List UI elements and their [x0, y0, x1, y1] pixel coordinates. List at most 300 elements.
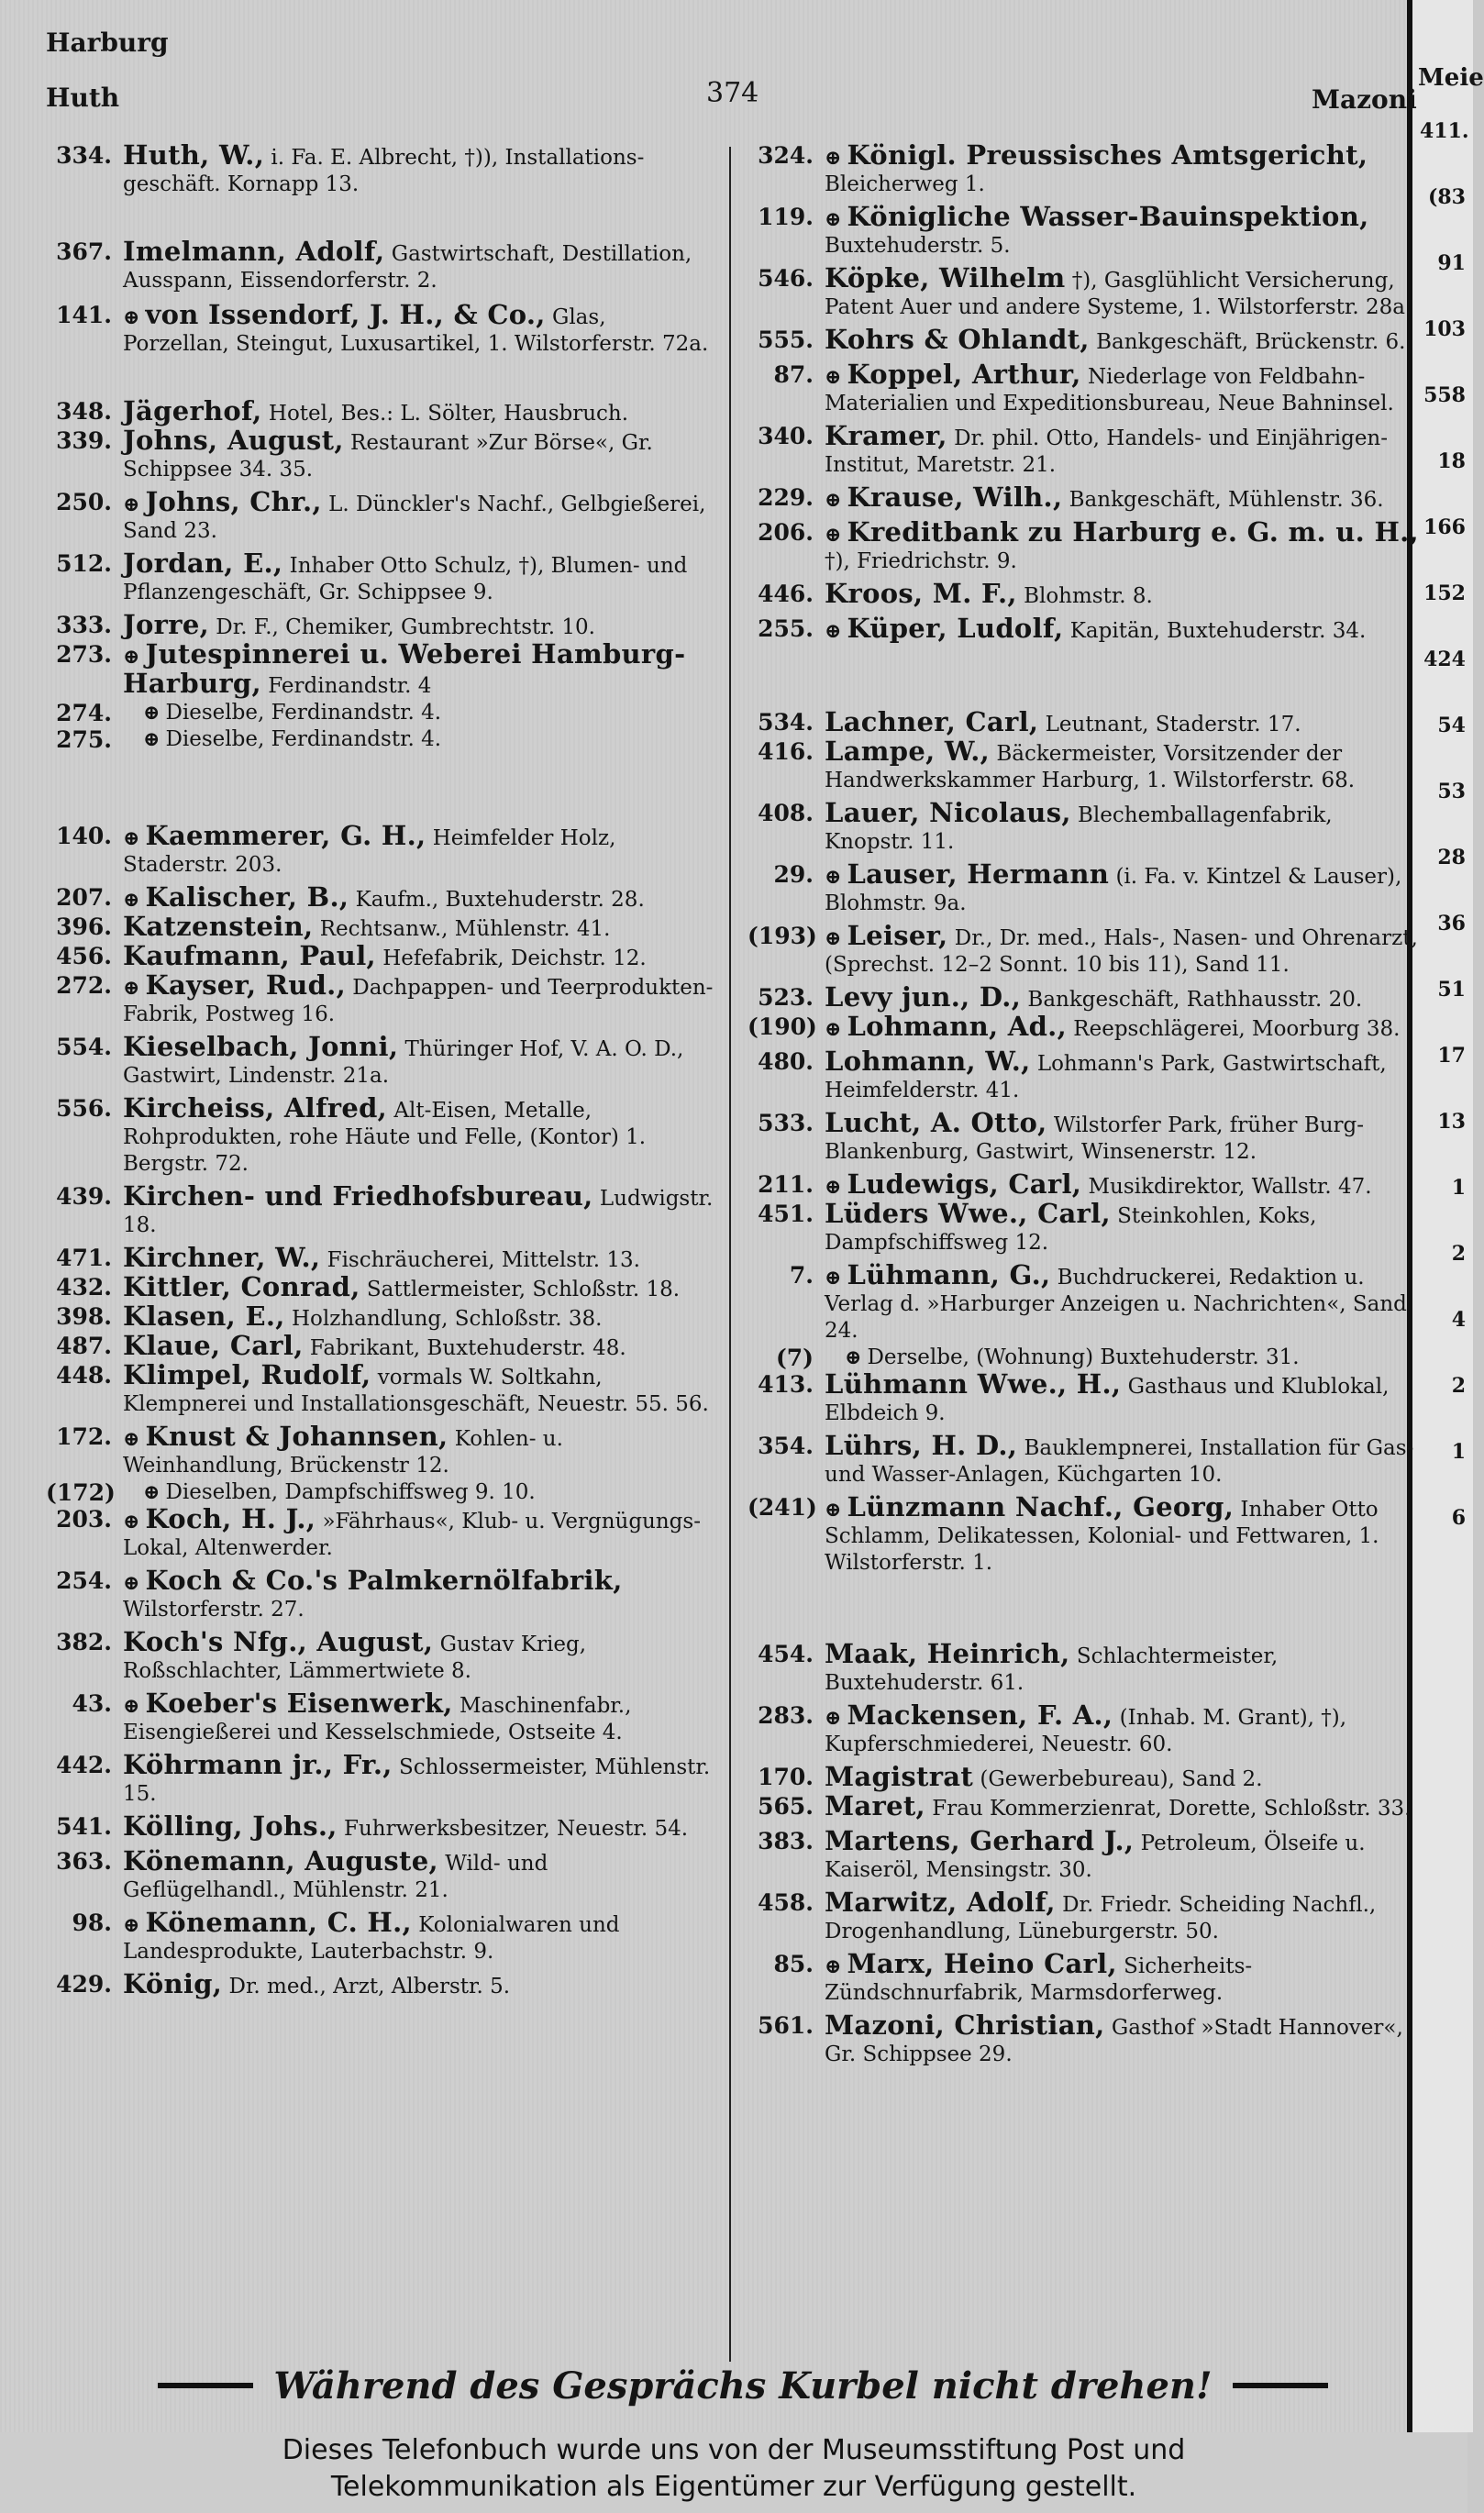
adjacent-page-number: 424 — [1423, 648, 1466, 671]
subscriber-details: Inhaber Otto Schulz, †), Blumen- und Pflanzengeschäft, Gr. Schippsee 9. — [123, 554, 688, 604]
subscriber-details: Fabrikant, Buxtehuderstr. 48. — [309, 1336, 626, 1360]
long-distance-mark-icon: ⊕ — [123, 826, 140, 850]
subscriber-details: Wild- und Geflügelhandl., Mühlenstr. 21. — [123, 1852, 548, 1902]
subscriber-details: Niederlage von Feldbahn-Materialien und Expeditionsbureau, Neue Bahninsel. — [825, 365, 1394, 415]
entry-text — [825, 1259, 1422, 1345]
long-distance-mark-icon: ⊕ — [825, 926, 842, 950]
entry-text — [825, 1790, 1422, 1822]
long-distance-mark-icon: ⊕ — [143, 1480, 161, 1504]
subscriber-details: Buchdruckerei, Redaktion u. Verlag d. »Harburger Anzeigen u. Nachrichten«, Sand 24. — [825, 1266, 1407, 1343]
phone-number: 554. — [56, 1034, 112, 1060]
directory-entry — [748, 1948, 1422, 2007]
entry-text — [825, 484, 1422, 514]
page-number: 374 — [706, 77, 759, 109]
subscriber-name: Lucht, A. Otto, — [825, 1107, 1047, 1138]
directory-entry — [748, 361, 1422, 417]
subscriber-name: Kölling, Johs., — [123, 1810, 338, 1842]
subscriber-name: Lünzmann Nachf., Georg, — [847, 1491, 1235, 1522]
phone-number: 454. — [758, 1641, 814, 1667]
phone-number: 255. — [758, 615, 814, 642]
entry-text — [825, 361, 1422, 417]
subscriber-name: Königl. Preussisches Amtsgericht, — [847, 139, 1368, 171]
subscriber-name: Klaue, Carl, — [123, 1330, 304, 1361]
entry-text — [825, 1699, 1422, 1758]
right-guide-word: Mazoni — [1312, 84, 1417, 115]
phone-number: 416. — [758, 738, 814, 765]
adjacent-page-number: 91 — [1437, 251, 1466, 275]
phone-number: 272. — [56, 972, 112, 999]
subscriber-name: Kircheiss, Alfred, — [123, 1092, 388, 1124]
phone-number: 274. — [56, 700, 112, 726]
directory-entry — [46, 139, 715, 198]
entry-text — [825, 1948, 1422, 2007]
subscriber-name: Koeber's Eisenwerk, — [145, 1688, 453, 1719]
directory-entry — [46, 881, 715, 913]
subscriber-details: (Gewerbebureau), Sand 2. — [980, 1767, 1263, 1791]
subscriber-name: Köhrmann jr., Fr., — [123, 1749, 393, 1780]
phone-number: 254. — [56, 1567, 112, 1594]
subscriber-details: Hefefabrik, Deichstr. 12. — [382, 947, 647, 970]
subscriber-name: Koch & Co.'s Palmkernölfabrik, — [145, 1565, 623, 1596]
subscriber-name: Klasen, E., — [123, 1301, 285, 1332]
entry-text — [123, 427, 715, 483]
subscriber-details: Ferdinandstr. 4 — [268, 674, 432, 698]
subscriber-name: Lührs, H. D., — [825, 1430, 1018, 1461]
phone-number: 383. — [758, 1828, 814, 1854]
subscriber-name: Lohmann, Ad., — [847, 1011, 1067, 1042]
subscriber-name: Köpke, Wilhelm — [825, 262, 1066, 293]
phone-number: 451. — [758, 1201, 814, 1227]
long-distance-mark-icon: ⊕ — [825, 1498, 842, 1522]
subscriber-name: Lauser, Hermann — [847, 858, 1110, 890]
phone-number: 432. — [56, 1274, 112, 1301]
entry-text — [825, 1345, 1422, 1371]
subscriber-details: Gasthof »Stadt Hannover«, Gr. Schippsee 29. — [825, 2016, 1403, 2066]
directory-entry — [46, 1690, 715, 1746]
long-distance-mark-icon: ⊕ — [123, 1510, 140, 1533]
phone-number: 140. — [56, 823, 112, 849]
subscriber-name: Kramer, — [825, 420, 947, 451]
directory-entry — [46, 395, 715, 427]
entry-text — [825, 615, 1422, 645]
subscriber-details: Bankgeschäft, Mühlenstr. 36. — [1069, 488, 1384, 512]
entry-text — [123, 395, 715, 427]
long-distance-mark-icon: ⊕ — [825, 1017, 842, 1041]
phone-number: 534. — [758, 709, 814, 736]
phone-number: 324. — [758, 142, 814, 169]
phone-number: 339. — [56, 427, 112, 454]
directory-entry — [46, 609, 715, 641]
subscriber-name: Kaemmerer, G. H., — [145, 820, 426, 851]
subscriber-details: Gustav Krieg, Roßschlachter, Lämmertwiete 8. — [123, 1633, 587, 1683]
subscriber-name: Levy jun., D., — [825, 981, 1022, 1013]
phone-number: (193) — [748, 923, 817, 949]
subscriber-details: Gastwirtschaft, Destillation, Ausspann, Eissendorferstr. 2. — [123, 242, 692, 293]
entry-text — [825, 1368, 1422, 1427]
subscriber-details: Restaurant »Zur Börse«, Gr. Schippsee 34. 35. — [123, 431, 653, 482]
phone-number: 43. — [72, 1690, 112, 1717]
directory-entry — [46, 940, 715, 972]
phone-number: 119. — [758, 204, 814, 230]
subscriber-name: Johns, August, — [123, 425, 344, 456]
directory-entry — [748, 1013, 1422, 1043]
directory-entry — [748, 738, 1422, 794]
subscriber-name: Lohmann, W., — [825, 1046, 1031, 1077]
phone-number: 340. — [758, 423, 814, 449]
phone-number: 211. — [758, 1171, 814, 1198]
adjacent-page-numbers — [1420, 119, 1469, 1572]
long-distance-mark-icon: ⊕ — [123, 1427, 140, 1451]
entry-text — [825, 139, 1422, 198]
phone-number: 250. — [56, 489, 112, 515]
subscriber-name: Klimpel, Rudolf, — [123, 1359, 371, 1390]
subscriber-name: Kalischer, B., — [145, 881, 349, 913]
entry-text — [123, 299, 715, 358]
entry-text — [825, 1491, 1422, 1577]
entry-text — [123, 1810, 715, 1843]
entry-text — [123, 139, 715, 198]
phone-number: 565. — [758, 1793, 814, 1820]
long-distance-mark-icon: ⊕ — [825, 488, 842, 512]
directory-entry — [46, 1092, 715, 1178]
phone-number: 456. — [56, 943, 112, 969]
subscriber-details: (i. Fa. v. Kintzel & Lauser), Blohmstr. 9a. — [825, 865, 1402, 915]
subscriber-name: Marwitz, Adolf, — [825, 1887, 1056, 1918]
subscriber-name: Koppel, Arthur, — [847, 359, 1081, 390]
directory-entry — [46, 913, 715, 943]
directory-entry — [748, 1259, 1422, 1345]
phone-number: 348. — [56, 398, 112, 425]
subscriber-details: Bankgeschäft, Rathhausstr. 20. — [1027, 988, 1363, 1012]
long-distance-mark-icon: ⊕ — [123, 305, 140, 329]
adjacent-page-keyword: Meie — [1418, 64, 1484, 92]
adjacent-page-number: 36 — [1437, 912, 1466, 935]
subscriber-name: Kirchner, W., — [123, 1242, 321, 1273]
adjacent-page-number: 4 — [1451, 1308, 1466, 1332]
adjacent-page-number: 17 — [1437, 1044, 1466, 1068]
directory-entry — [46, 427, 715, 483]
entry-text — [123, 1626, 715, 1685]
entry-text — [825, 1761, 1422, 1793]
long-distance-mark-icon: ⊕ — [825, 207, 842, 231]
subscriber-name: Koch, H. J., — [145, 1503, 316, 1534]
entry-text — [825, 1825, 1422, 1884]
entry-text — [825, 201, 1422, 260]
directory-entry — [748, 858, 1422, 917]
subscriber-details: Schlossermeister, Mühlenstr. 15. — [123, 1755, 711, 1806]
entry-text — [123, 700, 715, 726]
phone-number: 29. — [773, 861, 814, 888]
long-distance-mark-icon: ⊕ — [123, 493, 140, 516]
phone-number: 207. — [56, 884, 112, 911]
directory-entry — [748, 1345, 1422, 1371]
phone-number: (7) — [775, 1345, 814, 1371]
adjacent-page-number: 51 — [1437, 978, 1466, 1002]
subscriber-name: Jägerhof, — [123, 395, 262, 426]
subscriber-details: Dieselbe, Ferdinandstr. 4. — [165, 701, 442, 725]
adjacent-page-number: 1 — [1451, 1440, 1466, 1464]
directory-entry — [46, 726, 715, 753]
directory-entry — [46, 1330, 715, 1362]
entry-text — [123, 609, 715, 641]
phone-number: 283. — [758, 1702, 814, 1729]
entry-text — [123, 940, 715, 972]
phone-number: 561. — [758, 2012, 814, 2039]
entry-text — [825, 738, 1422, 794]
phone-number: 480. — [758, 1048, 814, 1075]
subscriber-name: Imelmann, Adolf, — [123, 236, 385, 267]
long-distance-mark-icon: ⊕ — [825, 1266, 842, 1290]
entry-text — [825, 262, 1422, 321]
subscriber-details: Thüringer Hof, V. A. O. D., Gastwirt, Lindenstr. 21a. — [123, 1037, 684, 1088]
adjacent-page-number: 13 — [1437, 1110, 1466, 1134]
entry-text — [825, 1168, 1422, 1201]
directory-entry — [46, 1810, 715, 1843]
long-distance-mark-icon: ⊕ — [825, 1954, 842, 1978]
directory-entry — [748, 420, 1422, 479]
entry-text — [123, 969, 715, 1028]
directory-entry — [46, 1749, 715, 1808]
right-column — [748, 139, 1422, 2068]
subscriber-details: †), Gasglühlicht Versicherung, Patent Auer und andere Systeme, 1. Wilstorferstr. 28a. — [825, 269, 1412, 319]
footer-rule-right — [1233, 2383, 1328, 2388]
phone-number: 382. — [56, 1629, 112, 1655]
entry-text — [825, 1430, 1422, 1489]
adjacent-page-number: 103 — [1423, 317, 1466, 341]
entry-text — [123, 1845, 715, 1904]
directory-entry — [46, 486, 715, 545]
phone-number: (172) — [46, 1479, 116, 1506]
subscriber-details: Lohmann's Park, Gastwirtschaft, Heimfelderstr. 41. — [825, 1052, 1387, 1102]
entry-text — [123, 1423, 715, 1479]
subscriber-details: Kaufm., Buxtehuderstr. 28. — [355, 888, 645, 912]
long-distance-mark-icon: ⊕ — [825, 365, 842, 389]
subscriber-details: Maschinenfabr., Eisengießerei und Kesselschmiede, Ostseite 4. — [123, 1694, 632, 1744]
long-distance-mark-icon: ⊕ — [825, 1175, 842, 1199]
directory-entry — [46, 820, 715, 879]
subscriber-details: Blohmstr. 8. — [1024, 584, 1153, 608]
directory-entry — [748, 1761, 1422, 1793]
phone-number: 396. — [56, 913, 112, 940]
city-heading: Harburg — [46, 28, 169, 58]
long-distance-mark-icon: ⊕ — [123, 1571, 140, 1595]
subscriber-name: Krause, Wilh., — [847, 482, 1063, 513]
directory-entry — [748, 324, 1422, 356]
phone-number: 446. — [758, 581, 814, 607]
directory-entry — [46, 700, 715, 726]
phone-number: 398. — [56, 1303, 112, 1330]
subscriber-details: Musikdirektor, Wallstr. 47. — [1088, 1175, 1372, 1199]
subscriber-details: Sattlermeister, Schloßstr. 18. — [366, 1278, 681, 1301]
directory-entry — [748, 1790, 1422, 1822]
subscriber-name: Kirchen- und Friedhofsbureau, — [123, 1180, 593, 1212]
subscriber-name: Jordan, E., — [123, 548, 283, 579]
entry-text — [825, 706, 1422, 738]
subscriber-name: Maak, Heinrich, — [825, 1638, 1070, 1669]
subscriber-details: Kapitän, Buxtehuderstr. 34. — [1069, 619, 1367, 643]
entry-text — [825, 1013, 1422, 1043]
long-distance-mark-icon: ⊕ — [825, 1706, 842, 1730]
directory-entry — [748, 1168, 1422, 1201]
adjacent-page-number: 166 — [1423, 515, 1466, 539]
subscriber-details: Wilstorferstr. 27. — [123, 1598, 305, 1622]
subscriber-name: Küper, Ludolf, — [847, 613, 1064, 644]
subscriber-name: Huth, W., — [123, 139, 265, 171]
subscriber-name: Lauer, Nicolaus, — [825, 797, 1071, 828]
directory-entry — [46, 1271, 715, 1303]
credit-line-2: Telekommunikation als Eigentümer zur Verfügung gestellt. — [330, 2471, 1137, 2503]
long-distance-mark-icon: ⊕ — [123, 888, 140, 912]
phone-number: 206. — [758, 519, 814, 546]
entry-text — [825, 797, 1422, 856]
subscriber-details: Schlachtermeister, Buxtehuderstr. 61. — [825, 1644, 1279, 1695]
directory-entry — [748, 139, 1422, 198]
subscriber-details: Heimfelder Holz, Staderstr. 203. — [123, 826, 616, 877]
directory-entry — [46, 638, 715, 700]
directory-entry — [748, 1048, 1422, 1104]
directory-entry — [748, 578, 1422, 610]
entry-text — [123, 1907, 715, 1965]
phone-number: 7. — [789, 1262, 814, 1289]
phone-number: 85. — [773, 1951, 814, 1977]
directory-entry — [46, 1242, 715, 1274]
phone-number: 98. — [72, 1910, 112, 1936]
footer-rule-left — [158, 2383, 253, 2388]
subscriber-details: Inhaber Otto Schlamm, Delikatessen, Kolonial- und Fettwaren, 1. Wilstorferstr. 1. — [825, 1498, 1379, 1575]
subscriber-name: Königliche Wasser-Bauinspektion, — [847, 201, 1369, 232]
entry-text — [825, 2009, 1422, 2068]
subscriber-details: Dieselbe, Ferdinandstr. 4. — [165, 727, 442, 751]
entry-text — [123, 638, 715, 700]
long-distance-mark-icon: ⊕ — [123, 645, 140, 669]
long-distance-mark-icon: ⊕ — [143, 727, 161, 751]
directory-entry — [748, 1107, 1422, 1166]
long-distance-mark-icon: ⊕ — [143, 701, 161, 725]
subscriber-details: L. Dünckler's Nachf., Gelbgießerei, Sand 23. — [123, 493, 706, 543]
entry-text — [123, 238, 715, 294]
directory-entry — [46, 1423, 715, 1479]
subscriber-name: von Issendorf, J. H., & Co., — [145, 299, 546, 330]
subscriber-details: Dr. med., Arzt, Alberstr. 5. — [228, 1975, 511, 1998]
subscriber-details: Leutnant, Staderstr. 17. — [1045, 713, 1301, 736]
phone-number: 363. — [56, 1848, 112, 1875]
entry-text — [825, 578, 1422, 610]
directory-entry — [748, 484, 1422, 514]
subscriber-details: Ludwigstr. 18. — [123, 1187, 714, 1237]
phone-number: 408. — [758, 800, 814, 826]
phone-number: 429. — [56, 1971, 112, 1998]
entry-text — [123, 1092, 715, 1178]
phone-number: 141. — [56, 302, 112, 328]
phone-number: 523. — [758, 984, 814, 1011]
subscriber-name: Katzenstein, — [123, 911, 314, 942]
long-distance-mark-icon: ⊕ — [845, 1345, 862, 1369]
entry-text — [123, 1567, 715, 1623]
long-distance-mark-icon: ⊕ — [123, 1694, 140, 1718]
directory-entry — [748, 1430, 1422, 1489]
directory-entry — [748, 262, 1422, 321]
phone-number: 556. — [56, 1095, 112, 1122]
subscriber-details: Fuhrwerksbesitzer, Neuestr. 54. — [344, 1817, 689, 1841]
subscriber-details: »Fährhaus«, Klub- u. Vergnügungs-Lokal, Altenwerder. — [123, 1510, 701, 1560]
directory-entry — [748, 1198, 1422, 1256]
subscriber-name: Mazoni, Christian, — [825, 2009, 1105, 2041]
entry-text — [825, 324, 1422, 356]
entry-text — [123, 1749, 715, 1808]
directory-entry — [748, 2009, 1422, 2068]
subscriber-name: Lüders Wwe., Carl, — [825, 1198, 1111, 1229]
directory-entry — [46, 1479, 715, 1506]
phone-number: 203. — [56, 1506, 112, 1533]
phone-number: 439. — [56, 1183, 112, 1210]
subscriber-name: Leiser, — [847, 920, 948, 951]
entry-text — [123, 1968, 715, 2000]
adjacent-page-number: 54 — [1437, 714, 1466, 737]
phone-number: 273. — [56, 641, 112, 668]
phone-number: 442. — [56, 1752, 112, 1778]
phone-number: (241) — [748, 1494, 817, 1521]
entry-text — [825, 1107, 1422, 1166]
long-distance-mark-icon: ⊕ — [825, 146, 842, 170]
directory-entry — [748, 797, 1422, 856]
adjacent-page-number: 18 — [1437, 449, 1466, 473]
entry-text — [123, 913, 715, 943]
phone-number: 555. — [758, 327, 814, 353]
phone-number: 87. — [773, 361, 814, 388]
entry-text — [123, 550, 715, 606]
entry-text — [123, 881, 715, 913]
subscriber-name: Kayser, Rud., — [145, 969, 346, 1001]
subscriber-details: Rechtsanw., Mühlenstr. 41. — [319, 917, 611, 941]
subscriber-name: Kohrs & Ohlandt, — [825, 324, 1090, 355]
entry-text — [123, 486, 715, 545]
subscriber-name: Kaufmann, Paul, — [123, 940, 376, 971]
subscriber-details: Kohlen- u. Weinhandlung, Brückenstr 12. — [123, 1427, 563, 1478]
directory-entry — [46, 1567, 715, 1623]
subscriber-details: Petroleum, Ölseife u. Kaiseröl, Mensingstr. 30. — [825, 1832, 1366, 1882]
entry-text — [123, 1303, 715, 1333]
subscriber-name: Kreditbank zu Harburg e. G. m. u. H., — [847, 516, 1419, 548]
subscriber-name: Kieselbach, Jonni, — [123, 1031, 399, 1062]
subscriber-details: Holzhandlung, Schloßstr. 38. — [291, 1307, 603, 1331]
entry-text — [123, 1271, 715, 1303]
phone-number: 275. — [56, 726, 112, 753]
credit-line-1: Dieses Telefonbuch wurde uns von der Museumsstiftung Post und — [282, 2434, 1186, 2466]
entry-text — [123, 1690, 715, 1746]
directory-entry — [748, 1889, 1422, 1945]
subscriber-name: Ludewigs, Carl, — [847, 1168, 1082, 1200]
entry-text — [825, 1048, 1422, 1104]
adjacent-page-number: 2 — [1451, 1374, 1466, 1398]
long-distance-mark-icon: ⊕ — [123, 976, 140, 1000]
subscriber-details: Bauklempnerei, Installation für Gas- und Wasser-Anlagen, Küchgarten 10. — [825, 1436, 1414, 1487]
entry-text — [123, 726, 715, 753]
directory-entry — [46, 1503, 715, 1562]
subscriber-details: Wilstorfer Park, früher Burg-Blankenburg, Gastwirt, Winsenerstr. 12. — [825, 1113, 1365, 1164]
subscriber-name: Johns, Chr., — [145, 486, 322, 517]
subscriber-name: Jorre, — [123, 609, 209, 640]
directory-entry — [46, 550, 715, 606]
adjacent-page-number: 558 — [1423, 383, 1466, 407]
entry-text — [825, 1889, 1422, 1945]
footer-notice — [138, 2363, 1348, 2408]
directory-entry — [748, 1638, 1422, 1697]
adjacent-page-number: 6 — [1451, 1506, 1466, 1530]
subscriber-name: Lachner, Carl, — [825, 706, 1039, 737]
phone-number: (190) — [748, 1013, 817, 1040]
subscriber-name: Magistrat — [825, 1761, 974, 1792]
adjacent-page-number: 2 — [1451, 1242, 1466, 1266]
